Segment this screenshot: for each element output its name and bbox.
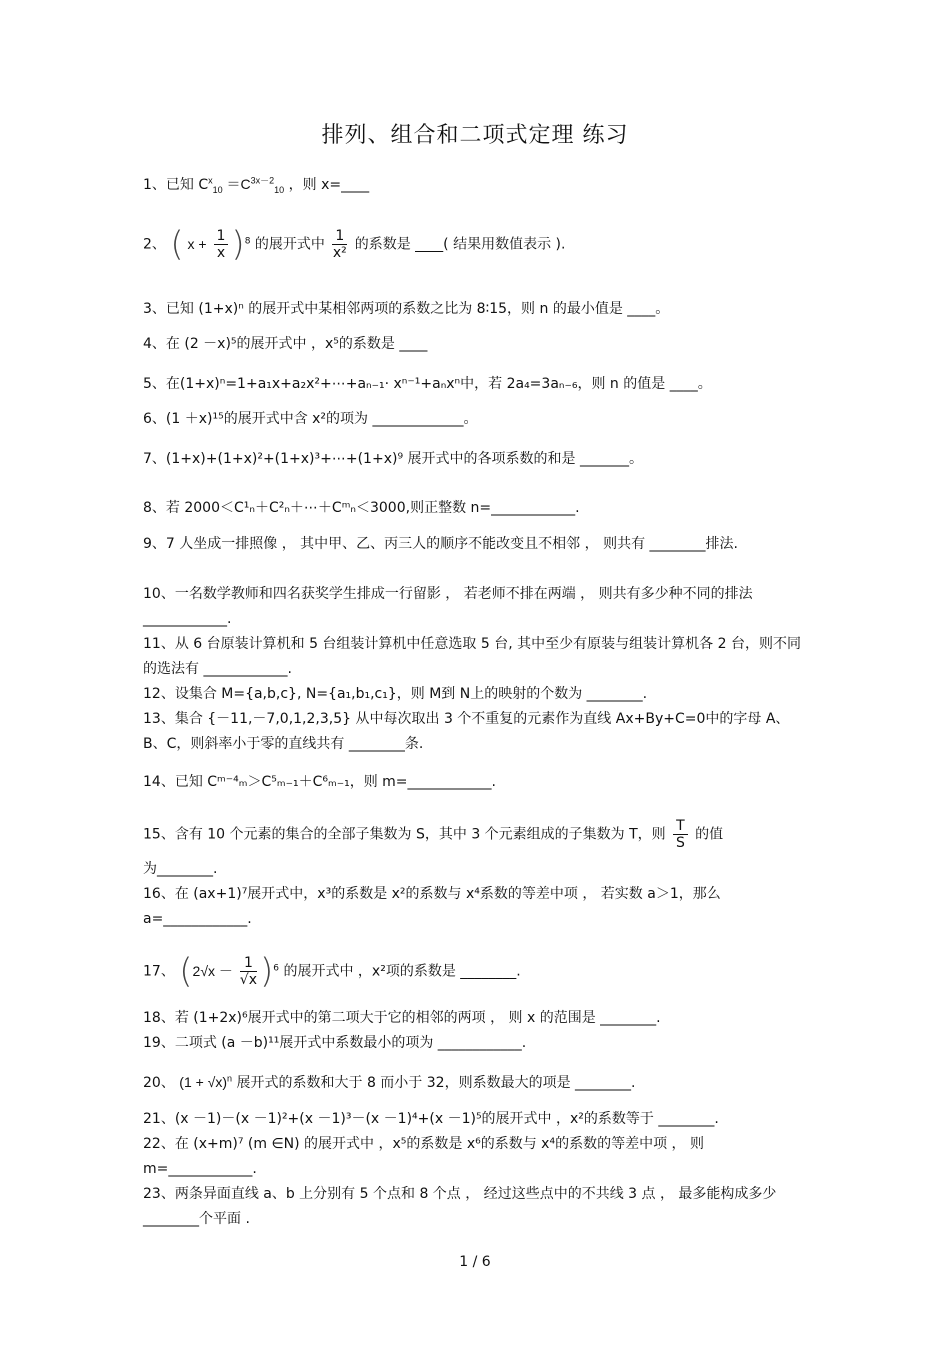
question-14: 14、已知 Cᵐ⁻⁴ₘ＞C⁵ₘ₋₁＋C⁶ₘ₋₁，则 m=____________.: [143, 774, 496, 790]
question-8: 8、若 2000＜C¹ₙ＋C²ₙ＋⋯＋Cᵐₙ＜3000,则正整数 n=____________.: [143, 500, 580, 516]
question-7: 7、(1+x)+(1+x)²+(1+x)³+⋯+(1+x)⁹ 展开式中的各项系数的和是 _______。: [143, 451, 643, 467]
q15-text: 15、含有 10 个元素的集合的全部子集数为 S，其中 3 个元素组成的子集数为 T，则: [143, 826, 666, 843]
question-10: 10、一名数学教师和四名获奖学生排成一行留影 ， 若老师不排在两端 ， 则共有多少种不同的排法 ____________.: [143, 586, 753, 627]
question-15-answer: 为________.: [143, 861, 218, 877]
question-1: [143, 172, 808, 198]
question-6: 6、(1 ＋x)¹⁵的展开式中含 x²的项为 _____________。: [143, 411, 478, 427]
question-13: 13、集合 {－11,－7,0,1,2,3,5} 从中每次取出 3 个不重复的元素作为直线 Ax+By+C=0中的字母 A、B、C，则斜率小于零的直线共有 ________条.: [143, 711, 790, 752]
q15-post: 的值: [695, 826, 724, 843]
question-17: [143, 951, 808, 991]
q2-formula: ( x + $\frac{1}{x}$ )$^8$: [170, 224, 251, 264]
q1-text: 1、已知 C: [143, 177, 209, 193]
question-22: 22、在 (x+m)⁷ (m ∈N) 的展开式中 ，x⁵的系数是 x⁶的系数与 x⁴的系数的等差中项 ， 则 m=____________.: [143, 1136, 704, 1177]
question-19: 19、二项式 (a －b)¹¹展开式中系数最小的项为 ____________.: [143, 1035, 527, 1051]
question-16: 16、在 (ax+1)⁷展开式中，x³的系数是 x²的系数与 x⁴系数的等差中项 ， 若实数 a＞1，那么 a=____________.: [143, 886, 721, 927]
page-number: 1 / 6: [459, 1254, 491, 1270]
q20-tail: 展开式的系数和大于 8 而小于 32，则系数最大的项是 ________.: [236, 1075, 636, 1091]
question-21: 21、(x －1)－(x －1)²+(x －1)³－(x －1)⁴+(x －1)⁵的展开式中 ，x²的系数等于 ________.: [143, 1111, 719, 1127]
q15-fraction: $\frac{T}{S}$: [673, 818, 688, 851]
question-20: [143, 1070, 808, 1096]
q17-tail: 的展开式中 ，x²项的系数是 ________.: [283, 963, 521, 980]
question-15: [143, 818, 808, 851]
page-title: 排列、组合和二项式定理 练习: [321, 123, 629, 148]
question-23: 23、两条异面直线 a、b 上分别有 5 个点和 8 个点 ， 经过这些点中的不共线 3 点 ， 最多能构成多少 ________个平面 .: [143, 1186, 777, 1227]
question-5: 5、在(1+x)ⁿ=1+a₁x+a₂x²+⋯+aₙ₋₁· xⁿ⁻¹+aₙxⁿ中，若 2a₄=3aₙ₋₆，则 n 的值是 ____。: [143, 376, 712, 392]
q17-formula: (2√x － $\frac{1}{√x}$ )$^6$: [179, 951, 280, 991]
q17-prefix: 17、: [143, 963, 175, 980]
q1-tail: ，则 x=____: [284, 177, 370, 193]
question-2: [143, 224, 808, 264]
question-11: 11、从 6 台原装计算机和 5 台组装计算机中任意选取 5 台, 其中至少有原装与组装计算机各 2 台，则不同的选法有 ____________.: [143, 636, 801, 677]
q20-prefix: 20、: [143, 1075, 175, 1091]
question-3: 3、已知 (1+x)ⁿ 的展开式中某相邻两项的系数之比为 8∶15，则 n 的最小值是 ____。: [143, 301, 670, 317]
question-18: 18、若 (1+2x)⁶展开式中的第二项大于它的相邻的两项 ， 则 x 的范围是 ________.: [143, 1010, 661, 1026]
q2-tail: 的系数是 ____( 结果用数值表示 ).: [354, 236, 566, 253]
q2-fraction: $\frac{1}{\text{x²}}$: [332, 228, 347, 261]
q20-formula: $(1 + √x)^n$: [179, 1073, 233, 1090]
q1-math: $^x_{10} =C^{3x-2}_{10}$: [208, 175, 285, 195]
question-12: 12、设集合 M={a,b,c}, N={a₁,b₁,c₁}，则 M到 N上的映射的个数为 ________.: [143, 686, 648, 702]
question-9: 9、7 人坐成一排照像 ， 其中甲、乙、丙三人的顺序不能改变且不相邻 ， 则共有 ________排法.: [143, 536, 738, 552]
q2-mid: 的展开式中: [254, 236, 325, 253]
question-4: 4、在 (2 －x)⁵的展开式中 ，x⁵的系数是 ____: [143, 336, 428, 352]
q2-prefix: 2、: [143, 236, 166, 253]
